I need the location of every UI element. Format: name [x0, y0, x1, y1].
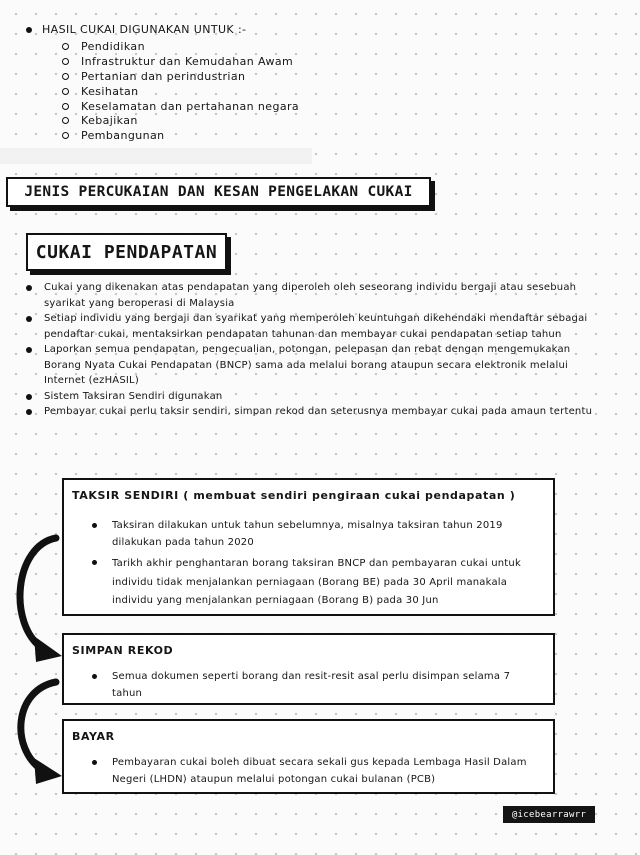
ring-bullet-icon — [62, 103, 69, 110]
bullet-dot-icon — [26, 285, 32, 291]
step-bullets — [92, 755, 543, 788]
list-item-text: Pembayaran cukai boleh dibuat secara sekali gus kepada Lembaga Hasil Dalam Negeri (LHDN) ataupun melalui potongan cukai bulanan (PCB) — [112, 757, 527, 785]
list-item-text: Laporkan semua pendapatan, pengecualian, potongan, pelepasan dan rebat dengan mengemukakan Borang Nyata Cukai Pendapatan (BNCP) sama ada melalui borang ataupun secara elektronik melalui Internet (ezHASIL) — [44, 344, 571, 386]
bullet-dot-icon — [26, 27, 32, 33]
list-item-text: Pendidikan — [81, 39, 145, 53]
list-item — [62, 113, 299, 128]
bullet-dot-icon — [92, 760, 97, 765]
section-heading: CUKAI PENDAPATAN — [26, 233, 227, 271]
step-title: TAKSIR SENDIRI ( membuat sendiri pengiraan cukai pendapatan ) — [72, 489, 516, 502]
divider-band — [0, 148, 312, 164]
income-tax-bullets — [26, 280, 606, 420]
step-title: BAYAR — [72, 730, 115, 743]
list-item — [62, 39, 299, 54]
list-item — [62, 99, 299, 114]
list-item — [26, 342, 606, 389]
bullet-dot-icon — [26, 316, 32, 322]
tax-usage-heading-row — [26, 22, 299, 37]
list-item — [62, 84, 299, 99]
list-item-text: Cukai yang dikenakan atas pendapatan yang diperoleh oleh seseorang individu bergaji atau sesebuah syarikat yang beroperasi di Malaysia — [44, 282, 577, 309]
curved-arrow-icon — [6, 676, 66, 786]
step-box-taksir-sendiri — [62, 478, 555, 616]
list-item-text: Pembayar cukai perlu taksir sendiri, simpan rekod dan seterusnya membayar cukai pada amaun tertentu — [44, 406, 593, 417]
ring-bullet-icon — [62, 58, 69, 65]
step-bullets — [92, 669, 543, 702]
bullet-dot-icon — [92, 674, 97, 679]
bullet-dot-icon — [26, 347, 32, 353]
list-item-text: Taksiran dilakukan untuk tahun sebelumnya, misalnya taksiran tahun 2019 dilakukan pada tahun 2020 — [112, 520, 503, 548]
step-bullets — [92, 518, 543, 611]
ring-bullet-icon — [62, 132, 69, 139]
list-item — [92, 518, 543, 551]
step-box-simpan-rekod — [62, 633, 555, 705]
list-item — [92, 555, 543, 611]
list-item-text: Keselamatan dan pertahanan negara — [81, 99, 300, 113]
list-item-text: Infrastruktur dan Kemudahan Awam — [81, 54, 294, 68]
watermark: @icebearrawrr — [503, 806, 595, 823]
ring-bullet-icon — [62, 88, 69, 95]
list-item — [62, 54, 299, 69]
bullet-dot-icon — [92, 523, 97, 528]
list-item-text: Semua dokumen seperti borang dan resit-resit asal perlu disimpan selama 7 tahun — [112, 671, 511, 699]
tax-usage-heading: HASIL CUKAI DIGUNAKAN UNTUK :- — [42, 23, 247, 36]
bullet-dot-icon — [92, 560, 97, 565]
list-item — [92, 669, 543, 702]
ring-bullet-icon — [62, 117, 69, 124]
list-item — [26, 280, 606, 311]
list-item — [26, 389, 606, 405]
list-item-text: Kesihatan — [81, 84, 139, 98]
tax-usage-section — [26, 22, 299, 143]
list-item-text: Setiap individu yang bergaji dan syarikat yang memperoleh keuntungan dikehendaki mendaftar sebagai pendaftar cukai, mentaksirkan pendapatan tahunan dan membayar cukai pendapatan setiap tahun — [44, 313, 588, 340]
list-item — [92, 755, 543, 788]
list-item-text: Pembangunan — [81, 129, 165, 143]
list-item — [62, 128, 299, 143]
list-item — [26, 404, 606, 420]
curved-arrow-icon — [6, 532, 66, 664]
step-box-bayar — [62, 719, 555, 794]
list-item-text: Tarikh akhir penghantaran borang taksiran BNCP dan pembayaran cukai untuk individu tidak menjalankan perniagaan (Borang BE) pada 30 April manakala individu yang menjalankan perniagaan (Borang B) pada 30 Jun — [112, 558, 521, 606]
list-item — [62, 69, 299, 84]
list-item-text: Pertanian dan perindustrian — [81, 69, 246, 83]
page-title: JENIS PERCUKAIAN DAN KESAN PENGELAKAN CUKAI — [6, 177, 431, 207]
list-item-text: Kebajikan — [81, 114, 138, 128]
list-item-text: Sistem Taksiran Sendiri digunakan — [44, 390, 223, 402]
step-title: SIMPAN REKOD — [72, 644, 174, 657]
bullet-dot-icon — [26, 394, 32, 400]
ring-bullet-icon — [62, 73, 69, 80]
ring-bullet-icon — [62, 43, 69, 50]
list-item — [26, 311, 606, 342]
bullet-dot-icon — [26, 409, 32, 415]
tax-usage-list — [62, 39, 299, 143]
